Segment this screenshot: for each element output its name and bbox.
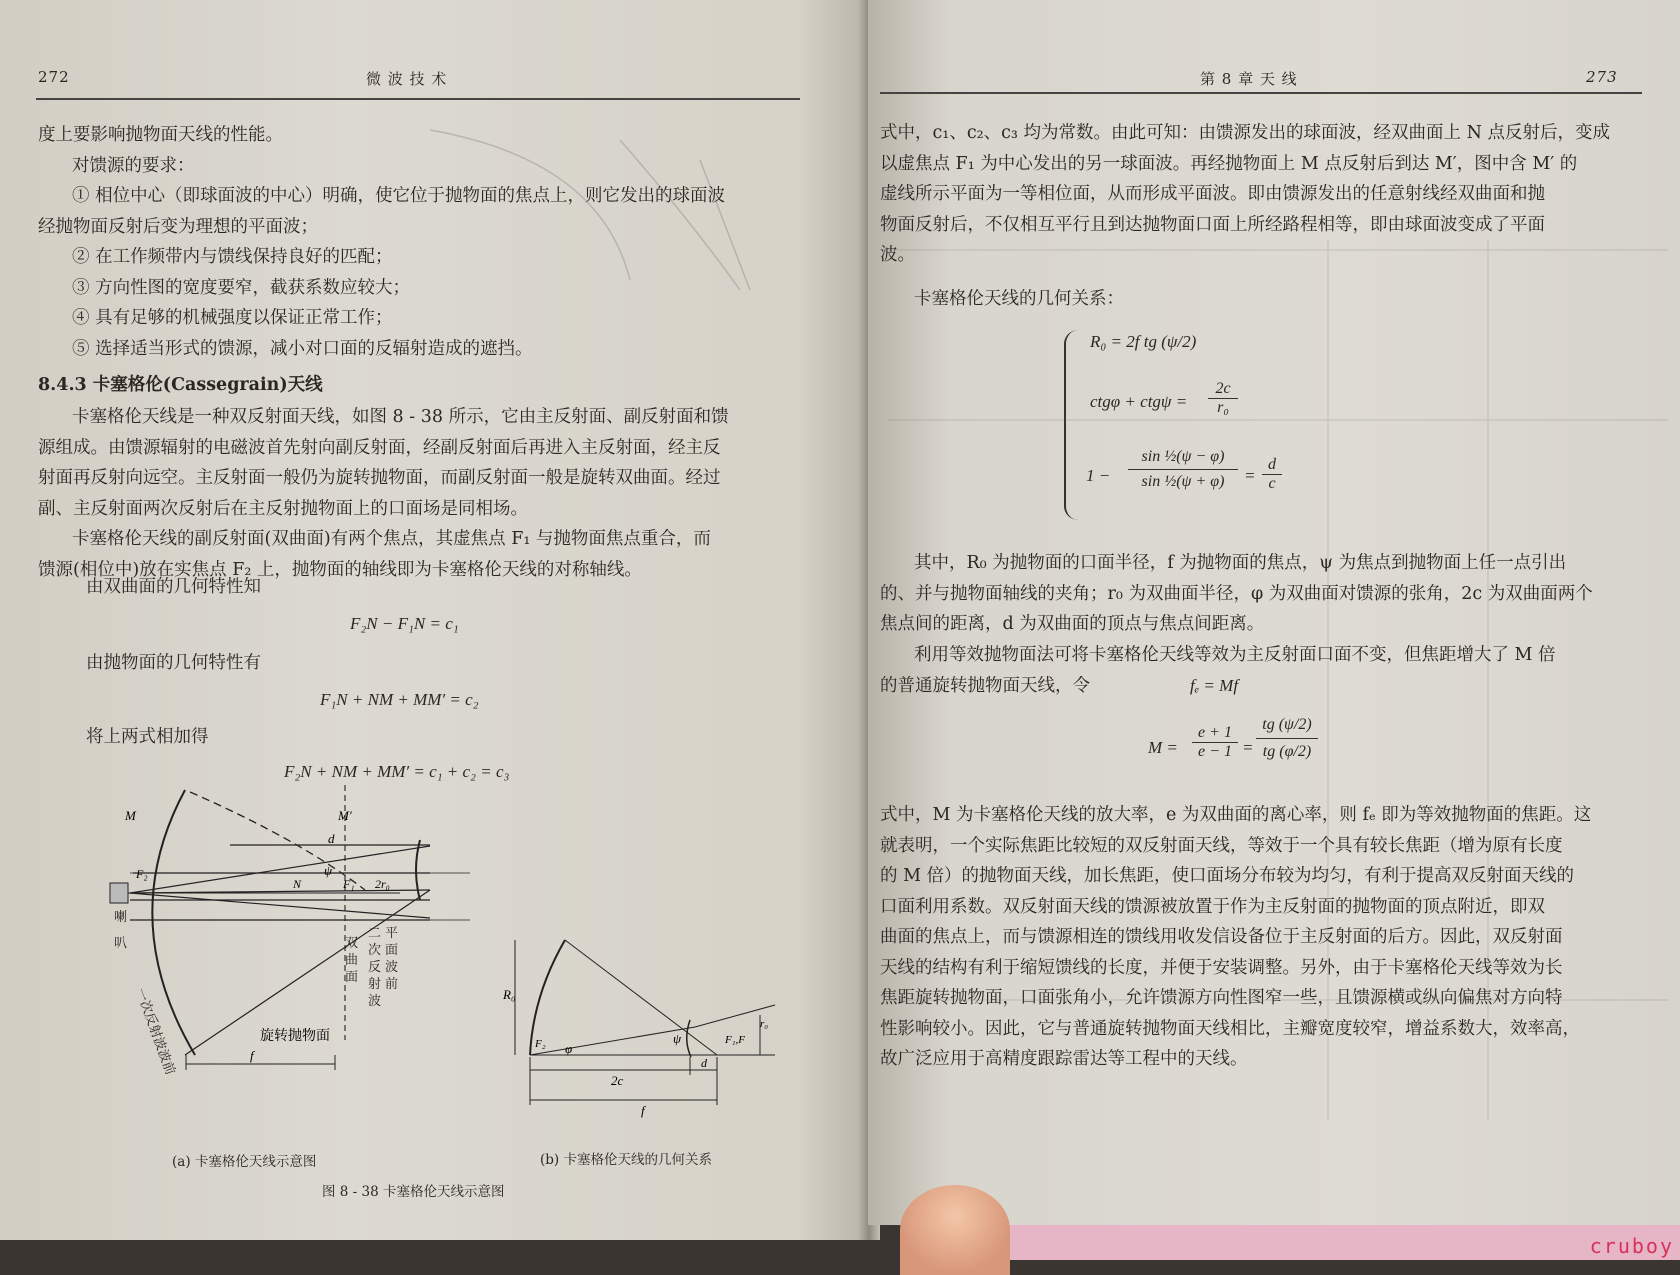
label-char: 面: [345, 970, 359, 985]
label-psi: ψ: [324, 863, 333, 878]
right-running-title: 第 8 章 天 线: [1200, 70, 1298, 88]
equation-M-lhs: M =: [1148, 738, 1178, 757]
equation-M-equals: =: [1242, 738, 1254, 757]
text-line: 射面再反射向远空。主反射面一般仍为旋转抛物面，而副反射面一般是旋转双曲面。经过: [38, 468, 721, 488]
fraction-numerator: sin ½(ψ − φ): [1128, 448, 1238, 470]
text-line: 的 M 倍）的抛物面天线，加长焦距，使口面场分布较为均匀，有利于提高双反射面天线的: [880, 866, 1575, 886]
label-F2: F₂: [136, 867, 148, 881]
right-page-number: 273: [1586, 68, 1618, 86]
label-R0: R₀: [503, 987, 516, 1002]
parabola-intro: 由抛物面的几何特性有: [86, 653, 261, 673]
label-char: 面: [385, 943, 399, 958]
label-phi: φ: [565, 1041, 573, 1056]
text-line: 式中，M 为卡塞格伦天线的放大率，e 为双曲面的离心率，则 fₑ 即为等效抛物面的焦距。这: [880, 805, 1592, 825]
thumb: [900, 1185, 1010, 1275]
text-line: 源组成。由馈源辐射的电磁波首先射向副反射面，经副反射面后再进入主反射面，经主反: [38, 437, 721, 458]
label-char: 前: [385, 977, 399, 992]
equation-2: F₁N + NM + MM′ = c₂: [320, 690, 479, 709]
primary-wavefront: [190, 792, 365, 890]
text-line: 利用等效抛物面法可将卡塞格伦天线等效为主反射面口面不变，但焦距增大了 M 倍: [914, 645, 1556, 665]
fraction-numerator: tg (ψ/2): [1256, 716, 1318, 739]
left-page-number: 272: [38, 68, 70, 86]
label-f-b: f: [641, 1103, 645, 1118]
system-equation-3-prefix: 1 −: [1086, 466, 1111, 485]
text-line: 性影响较小。因此，它与普通旋转抛物面天线相比，主瓣宽度较窄，增益系数大，效率高，: [880, 1018, 1580, 1039]
feed-requirements-block: [38, 120, 725, 364]
label-horn-char: 喇: [114, 910, 128, 925]
text-line: 故广泛应用于高精度跟踪雷达等工程中的天线。: [880, 1049, 1248, 1069]
fraction-denominator: tg (φ/2): [1262, 743, 1312, 760]
text-line: 天线的结构有利于缩短馈线的长度，并便于安装调整。另外，由于卡塞格伦天线等效为长: [880, 957, 1563, 978]
text-line: ① 相位中心（即球面波的中心）明确，使它位于抛物面的焦点上，则它发出的球面波: [72, 186, 726, 206]
hyperboloid-curve: [416, 840, 420, 900]
label-hyperboloid: [345, 935, 358, 986]
text-line: 口面利用系数。双反射面天线的馈源被放置于作为主反射面的抛物面的顶点附近，即双: [880, 896, 1545, 917]
label-primary-wavefront: 一次反射波波前: [132, 986, 178, 1078]
text-line: ③ 方向性图的宽度要窄，截获系数应较大；: [72, 277, 411, 298]
label-plane-wave: [385, 925, 398, 993]
text-line: ② 在工作频带内与馈线保持良好的匹配；: [72, 247, 393, 267]
label-M: M: [125, 808, 136, 823]
label-F2-b: F₂: [535, 1038, 546, 1050]
fraction-denominator: e − 1: [1198, 743, 1232, 760]
label-horn: [114, 905, 127, 957]
text-line: 副、主反射面两次反射后在主反射抛物面上的口面场是同相场。: [38, 498, 528, 519]
figure-title: 图 8 - 38 卡塞格伦天线示意图: [322, 1184, 505, 1200]
hyperbola-intro: 由双曲面的几何特性知: [86, 577, 261, 597]
equation-1: F₂N − F₁N = c₁: [350, 614, 459, 633]
fraction-numerator: d: [1262, 456, 1282, 475]
bleed-through-table: [888, 240, 1668, 1120]
text-line: 波。: [880, 245, 915, 265]
text-line: ⑤ 选择适当形式的馈源，减小对口面的反辐射造成的遮挡。: [72, 338, 533, 359]
label-char: 双: [345, 936, 359, 951]
text-line: 的普通旋转抛物面天线，令: [880, 675, 1090, 696]
text-line: 馈源(相位中)放在实焦点 F₂ 上，抛物面的轴线即为卡塞格伦天线的对称轴线。: [38, 559, 642, 580]
fraction-numerator: e + 1: [1192, 724, 1238, 743]
label-2c: 2c: [611, 1073, 624, 1088]
text-line: ④ 具有足够的机械强度以保证正常工作；: [72, 308, 393, 328]
text-line: 焦距旋转抛物面，口面张角小，允许馈源方向性图窄一些，且馈源横或纵向偏焦对方向特: [880, 988, 1563, 1008]
label-2r0: 2r₀: [375, 877, 390, 891]
label-char: 波: [385, 960, 399, 975]
label-f: f: [250, 1048, 254, 1063]
caption-b: (b) 卡塞格伦天线的几何关系: [540, 1152, 712, 1168]
text-line: 的、并与抛物面轴线的夹角；r₀ 为双曲面半径，φ 为双曲面对馈源的张角，2c 为双曲面两个: [880, 583, 1593, 604]
equals-sign: =: [1244, 466, 1256, 485]
left-running-title: 微 波 技 术: [366, 70, 448, 88]
cassegrain-intro-paragraph: [38, 402, 729, 524]
fraction-denominator: sin ½(ψ + φ): [1141, 473, 1225, 490]
text-line: 以虚焦点 F₁ 为中心发出的另一球面波。再经抛物面上 M 点反射后到达 M′，图中含 M′ 的: [880, 153, 1578, 174]
text-line: 其中，R₀ 为抛物面的口面半径，f 为抛物面的焦点，ψ 为焦点到抛物面上任一点引出: [914, 553, 1567, 573]
section-heading: 8.4.3 卡塞格伦(Cassegrain)天线: [38, 375, 323, 395]
caption-a: (a) 卡塞格伦天线示意图: [172, 1154, 317, 1170]
geometry-intro: 卡塞格伦天线的几何关系：: [914, 289, 1124, 309]
text-line: 卡塞格伦天线是一种双反射面天线，如图 8 - 38 所示，它由主反射面、副反射面和馈: [72, 407, 729, 427]
label-horn-char: 叭: [114, 936, 128, 951]
label-char: 二: [368, 926, 382, 941]
text-line: 式中，c₁、c₂、c₃ 均为常数。由此可知：由馈源发出的球面波，经双曲面上 N 点反射后，变成: [880, 123, 1610, 143]
label-paraboloid: 旋转抛物面: [260, 1029, 330, 1044]
text-line: 经抛物面反射后变为理想的平面波；: [38, 216, 318, 237]
label-d-b: d: [701, 1056, 707, 1070]
text-line: 焦点间的距离，d 为双曲面的顶点与焦点间距离。: [880, 614, 1265, 634]
system-equation-1: R₀ = 2f tg (ψ/2): [1090, 332, 1197, 351]
text-line: 度上要影响抛物面天线的性能。: [38, 125, 283, 145]
fraction-denominator: c: [1268, 475, 1276, 492]
label-F1F: F₁,F: [725, 1034, 746, 1046]
text-line: 就表明，一个实际焦距比较短的双反射面天线，等效于一个具有较长焦距（增为原有长度: [880, 835, 1563, 856]
label-M-prime: M′: [338, 808, 352, 823]
label-N: N: [293, 877, 302, 891]
sum-intro: 将上两式相加得: [86, 727, 209, 747]
label-r0: r₀: [760, 1018, 769, 1030]
horn-feed-icon: [110, 883, 128, 903]
text-line: 卡塞格伦天线的副反射面(双曲面)有两个焦点，其虚焦点 F₁ 与抛物面焦点重合，而: [72, 529, 711, 549]
watermark-logo: cruboy: [1589, 1234, 1674, 1258]
fraction-numerator: 2c: [1208, 380, 1238, 399]
equation-3: F₂N + NM + MM′ = c₁ + c₂ = c₃: [284, 762, 510, 781]
system-equation-2-lhs: ctgφ + ctgψ =: [1090, 392, 1188, 411]
text-line: 物面反射后，不仅相互平行且到达抛物面口面上所经路程相等，即由球面波变成了平面: [880, 214, 1545, 235]
text-line: 曲面的焦点上，而与馈源相连的馈线用收发信设备位于主反射面的后方。因此，双反射面: [880, 927, 1563, 947]
label-char: 射: [368, 977, 382, 992]
label-char: 反: [368, 960, 382, 975]
label-char: 曲: [345, 953, 359, 968]
right-page: [868, 0, 1680, 1225]
label-char: 波: [368, 994, 382, 1009]
text-line: 虚线所示平面为一等相位面，从而形成平面波。即由馈源发出的任意射线经双曲面和抛: [880, 184, 1545, 204]
label-psi-b: ψ: [673, 1031, 682, 1046]
equation-fe: fₑ = Mf: [1190, 676, 1239, 695]
label-d: d: [328, 831, 335, 846]
label-char: 平: [385, 926, 399, 941]
label-F1: F₁: [343, 877, 355, 891]
label-char: 次: [368, 943, 382, 958]
figure-b-geometry-diagram: [505, 935, 785, 1120]
text-line: 对馈源的要求：: [72, 155, 195, 176]
fraction-denominator: r₀: [1217, 399, 1229, 416]
label-secondary-wave: [368, 925, 381, 1010]
right-header-rule: [880, 92, 1642, 94]
